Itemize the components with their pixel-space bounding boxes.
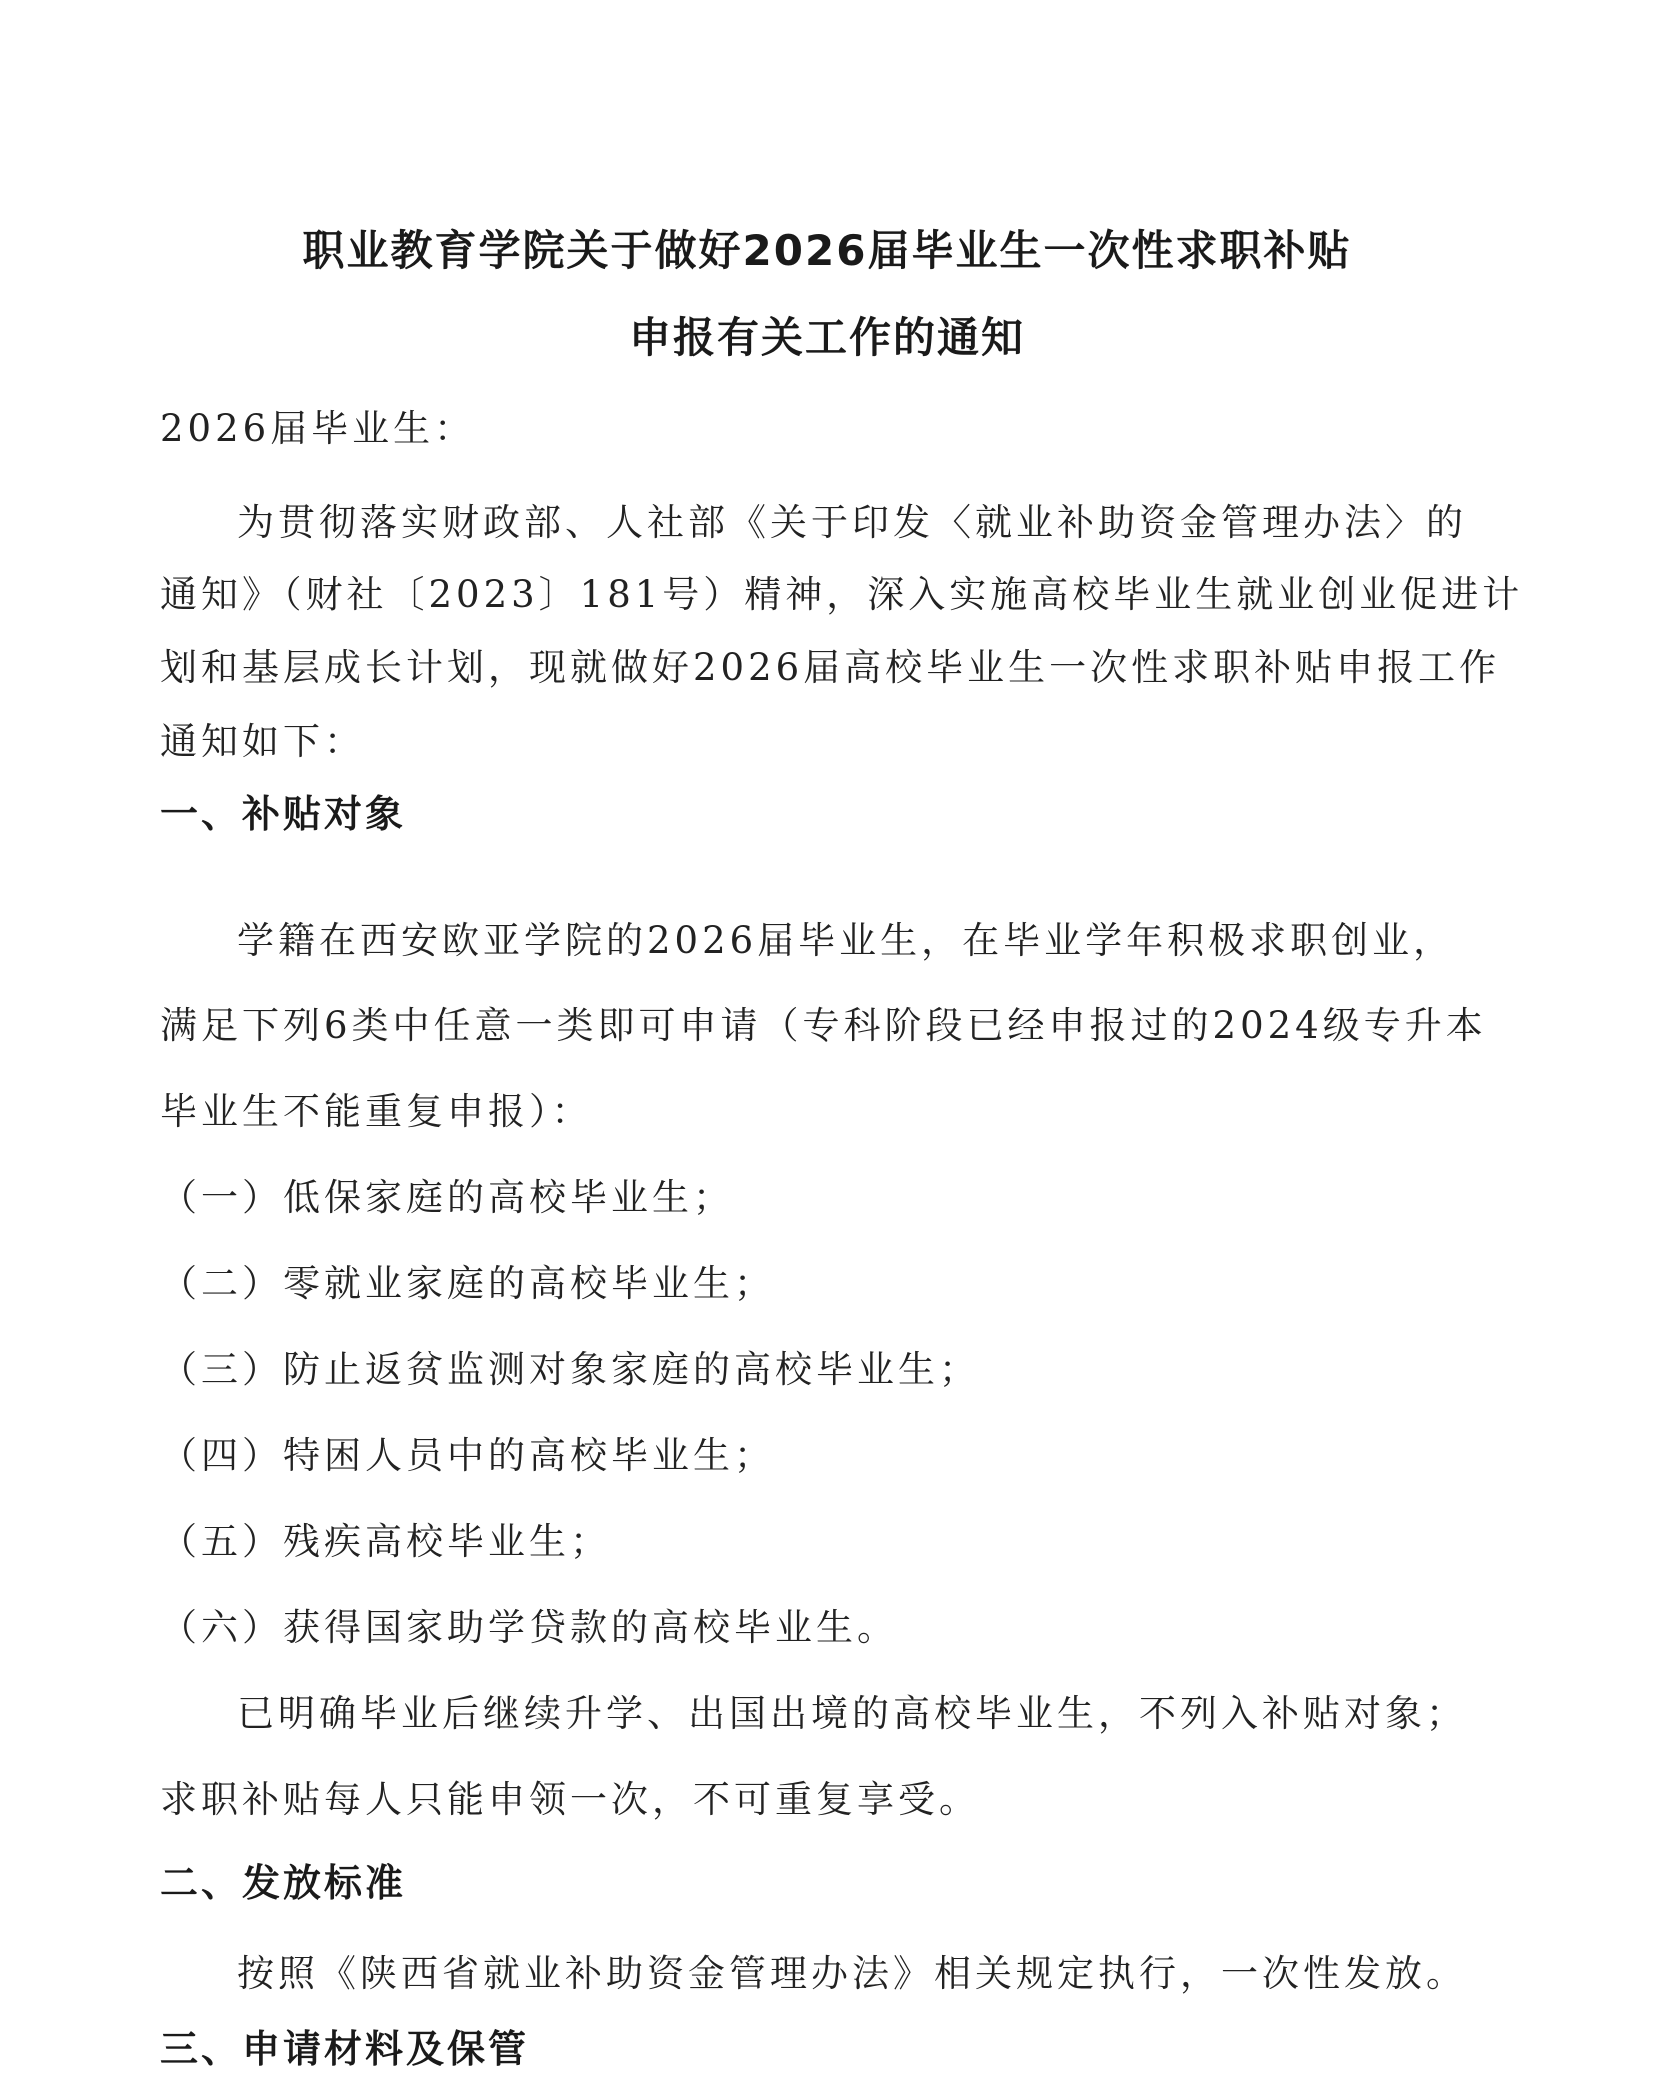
section-1-para-line-3: 毕业生不能重复申报）： — [160, 1090, 593, 1133]
list-item-5: （五）残疾高校毕业生； — [160, 1520, 611, 1563]
list-item-6: （六）获得国家助学贷款的高校毕业生。 — [160, 1606, 898, 1649]
document-title-line-1: 职业教育学院关于做好2026届毕业生一次性求职补贴 — [302, 226, 1352, 275]
list-item-3: （三）防止返贫监测对象家庭的高校毕业生； — [160, 1348, 980, 1391]
list-item-1: （一）低保家庭的高校毕业生； — [160, 1176, 734, 1219]
intro-line-3: 划和基层成长计划，现就做好2026届高校毕业生一次性求职补贴申报工作 — [160, 646, 1501, 689]
section-3-heading: 三、申请材料及保管 — [160, 2027, 530, 2071]
section-2-heading: 二、发放标准 — [160, 1861, 407, 1905]
salutation: 2026届毕业生： — [160, 407, 476, 450]
section-1-heading: 一、补贴对象 — [160, 792, 407, 836]
section-1-para-line-2: 满足下列6类中任意一类即可申请（专科阶段已经申报过的2024级专升本 — [160, 1004, 1487, 1047]
intro-line-1: 为贯彻落实财政部、人社部《关于印发〈就业补助资金管理办法〉的 — [237, 501, 1467, 544]
intro-line-4: 通知如下： — [160, 720, 365, 763]
section-1-note-line-2: 求职补贴每人只能申领一次，不可重复享受。 — [160, 1778, 980, 1821]
section-1-para-line-1: 学籍在西安欧亚学院的2026届毕业生，在毕业学年积极求职创业， — [237, 919, 1455, 962]
section-1-note-line-1: 已明确毕业后继续升学、出国出境的高校毕业生，不列入补贴对象； — [237, 1692, 1467, 1735]
list-item-4: （四）特困人员中的高校毕业生； — [160, 1434, 775, 1477]
list-item-2: （二）零就业家庭的高校毕业生； — [160, 1262, 775, 1305]
intro-line-2: 通知》（财社〔2023〕181号）精神，深入实施高校毕业生就业创业促进计 — [160, 573, 1524, 616]
section-2-para: 按照《陕西省就业补助资金管理办法》相关规定执行，一次性发放。 — [237, 1952, 1467, 1995]
document-title-line-2: 申报有关工作的通知 — [628, 313, 1025, 362]
